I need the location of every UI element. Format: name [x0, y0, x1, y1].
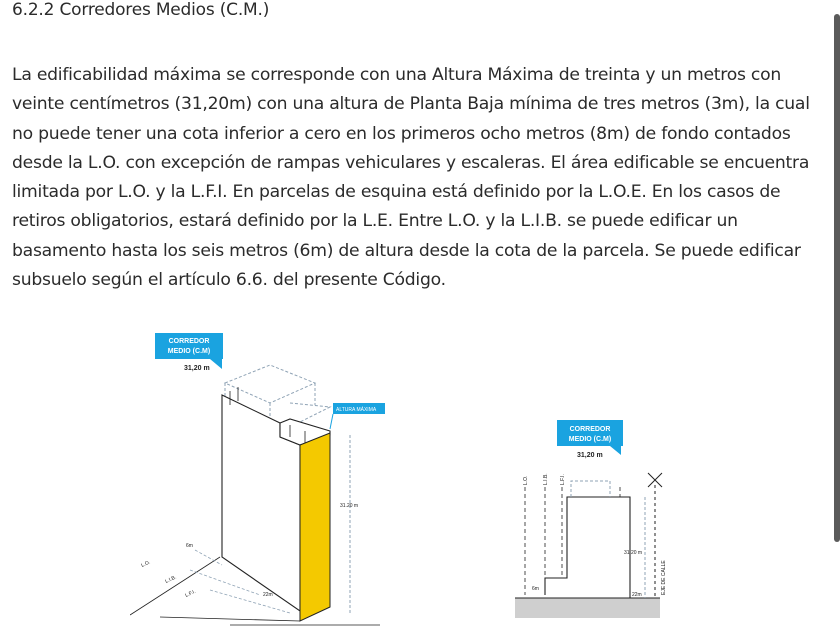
- section-diagram: [505, 415, 695, 625]
- corredor-tag-value: 31,20 m: [184, 365, 210, 372]
- isometric-diagram: [130, 325, 410, 630]
- corredor-tag-line2: MEDIO (C.M): [167, 348, 211, 355]
- section-axis-label: EJE DE CALLE: [661, 560, 667, 595]
- section-lo-label: L.O.: [523, 475, 529, 485]
- section-tag-line2: MEDIO (C.M): [568, 436, 612, 443]
- section-lfi-label: L.F.I.: [560, 474, 566, 485]
- section-depth-label: 22m: [632, 592, 642, 598]
- section-building: [545, 497, 630, 598]
- section-height-label: 31.20 m: [624, 550, 643, 556]
- iso-depth-label: 22m: [263, 592, 273, 598]
- body-paragraph: La edificabilidad máxima se corresponde con una Altura Máxima de treinta y un metros con veinte centímetros (31,20m) con una altura de Planta Baja mínima de tres metros (3m), la cual no puede tener una cota inferior a cero en los primeros ocho metros (8m) de fondo contados desde la L.O. con excepción de rampas vehiculares y escaleras. El área edificable se encuentra limitada por L.O. y la L.F.I. En parcelas de esquina está definido por la L.O.E. En los casos de retiros obligatorios, estará definido por la L.E. Entre L.O. y la L.I.B. se puede edificar un basamento hasta los seis metros (6m) de altura desde la cota de la parcela. Se puede edificar subsuelo según el artículo 6.6. del presente Código.: [12, 65, 810, 291]
- iso-height-label: 31.20 m: [340, 503, 359, 509]
- iso-lfi-label: L.F.I.: [184, 588, 197, 599]
- section-lib-label: L.I.B.: [543, 473, 549, 485]
- section-tag-value: 31,20 m: [577, 452, 603, 459]
- iso-lo-label: L.O.: [140, 559, 152, 569]
- section-heading: 6.2.2 Corredores Medios (C.M.): [12, 0, 270, 20]
- corredor-tag: [155, 333, 223, 359]
- corredor-tag-line1: CORREDOR: [168, 338, 210, 345]
- ground: [515, 598, 660, 618]
- section-tag-line1: CORREDOR: [569, 426, 611, 433]
- section-base-label: 6m: [532, 586, 539, 592]
- max-height-face: [300, 433, 330, 621]
- altura-maxima-label: ALTURA MÁXIMA: [336, 407, 377, 413]
- scrollbar[interactable]: [834, 14, 840, 542]
- iso-base-label: 6m: [186, 543, 193, 549]
- iso-lib-label: L.I.B.: [164, 574, 178, 585]
